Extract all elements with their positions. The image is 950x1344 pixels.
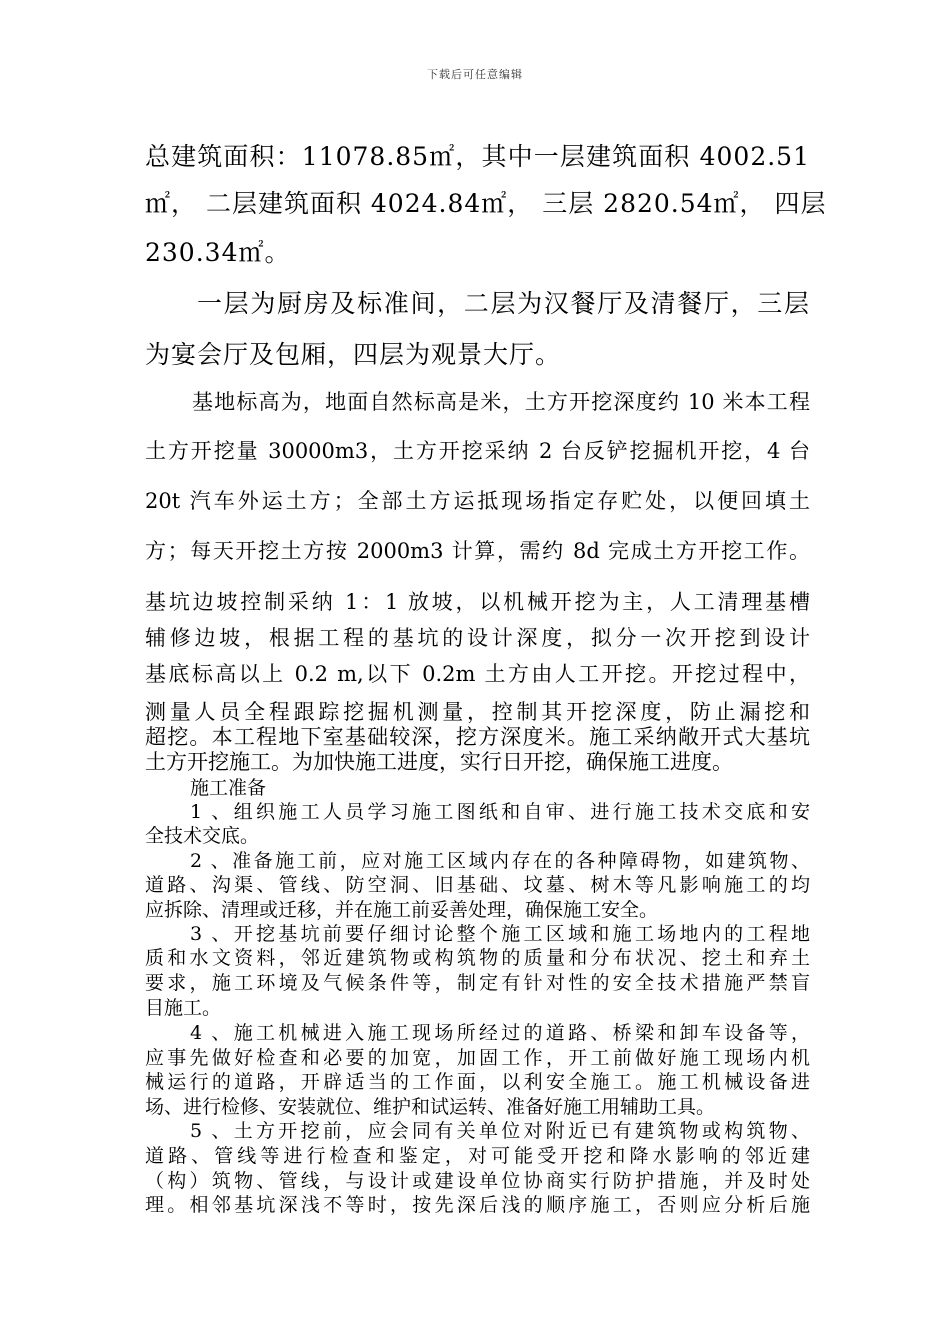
paragraph-line: 基地标高为，地面自然标高是米，土方开挖深度约 10 米本工程: [192, 390, 810, 414]
paragraph-line: ㎡， 二层建筑面积 4024.84㎡， 三层 2820.54㎡， 四层: [145, 189, 827, 218]
paragraph-line: 4 、施工机械进入施工现场所经过的道路、桥梁和卸车设备等，: [190, 1022, 810, 1044]
paragraph-line: 道路、管线等进行检查和鉴定，对可能受开挖和降水影响的邻近建: [145, 1145, 810, 1167]
paragraph-line: 基底标高以上 0.2 m,以下 0.2m 土方由人工开挖。开挖过程中，: [145, 662, 810, 686]
paragraph-line: 为宴会厅及包厢，四层为观景大厅。: [145, 340, 562, 369]
paragraph-line: 全技术交底。: [145, 825, 260, 847]
paragraph-line: 应拆除、清理或迁移，并在施工前妥善处理，确保施工安全。: [145, 899, 659, 921]
paragraph-line: 一层为厨房及标准间，二层为汉餐厅及清餐厅，三层: [197, 289, 810, 318]
paragraph-line: 土方开挖施工。为加快施工进度，实行日开挖，确保施工进度。: [145, 750, 733, 774]
paragraph-line: 场、进行检修、安装就位、维护和试运转、准备好施工用辅助工具。: [145, 1096, 716, 1118]
paragraph-line: 测量人员全程跟踪挖掘机测量，控制其开挖深度，防止漏挖和: [145, 700, 810, 724]
paragraph-line: 3 、开挖基坑前要仔细讨论整个施工区域和施工场地内的工程地: [190, 923, 810, 945]
paragraph-line: 230.34㎡。: [145, 238, 291, 267]
paragraph-line: 总建筑面积：11078.85㎡，其中一层建筑面积 4002.51: [145, 142, 810, 171]
paragraph-line: 基坑边坡控制采纳 1：1 放坡，以机械开挖为主，人工清理基槽: [145, 590, 810, 614]
header-note: 下载后可任意编辑: [427, 68, 523, 81]
paragraph-line: 应事先做好检查和必要的加宽，加固工作，开工前做好施工现场内机: [145, 1047, 810, 1069]
paragraph-line: 2 、准备施工前，应对施工区域内存在的各种障碍物，如建筑物、: [190, 850, 810, 872]
paragraph-line: 要求，施工环境及气候条件等，制定有针对性的安全技术措施严禁盲: [145, 972, 810, 994]
paragraph-line: 1 、组织施工人员学习施工图纸和自审、进行施工技术交底和安: [190, 801, 810, 823]
section-heading: 施工准备: [190, 777, 267, 799]
paragraph-line: 土方开挖量 30000m3，土方开挖采纳 2 台反铲挖掘机开挖，4 台: [145, 439, 810, 463]
paragraph-line: 方；每天开挖土方按 2000m3 计算，需约 8d 完成土方开挖工作。: [145, 539, 810, 563]
paragraph-line: 5 、土方开挖前，应会同有关单位对附近已有建筑物或构筑物、: [190, 1120, 810, 1142]
paragraph-line: 20t 汽车外运土方；全部土方运抵现场指定存贮处，以便回填土: [145, 489, 810, 513]
paragraph-line: 质和水文资料，邻近建筑物或构筑物的质量和分布状况、挖土和弃土: [145, 947, 810, 969]
paragraph-line: 辅修边坡，根据工程的基坑的设计深度，拟分一次开挖到设计: [145, 626, 810, 650]
paragraph-line: 超挖。本工程地下室基础较深，挖方深度米。施工采纳敞开式大基坑: [145, 725, 810, 749]
paragraph-line: （构）筑物、管线，与设计或建设单位协商实行防护措施，并及时处: [145, 1170, 810, 1192]
paragraph-line: 械运行的道路，开辟适当的工作面，以利安全施工。施工机械设备进: [145, 1071, 810, 1093]
paragraph-line: 道路、沟渠、管线、防空洞、旧基础、坟墓、树木等凡影响施工的均: [145, 874, 810, 896]
paragraph-line: 目施工。: [145, 997, 222, 1019]
paragraph-line: 理。相邻基坑深浅不等时，按先深后浅的顺序施工，否则应分析后施: [145, 1194, 810, 1216]
